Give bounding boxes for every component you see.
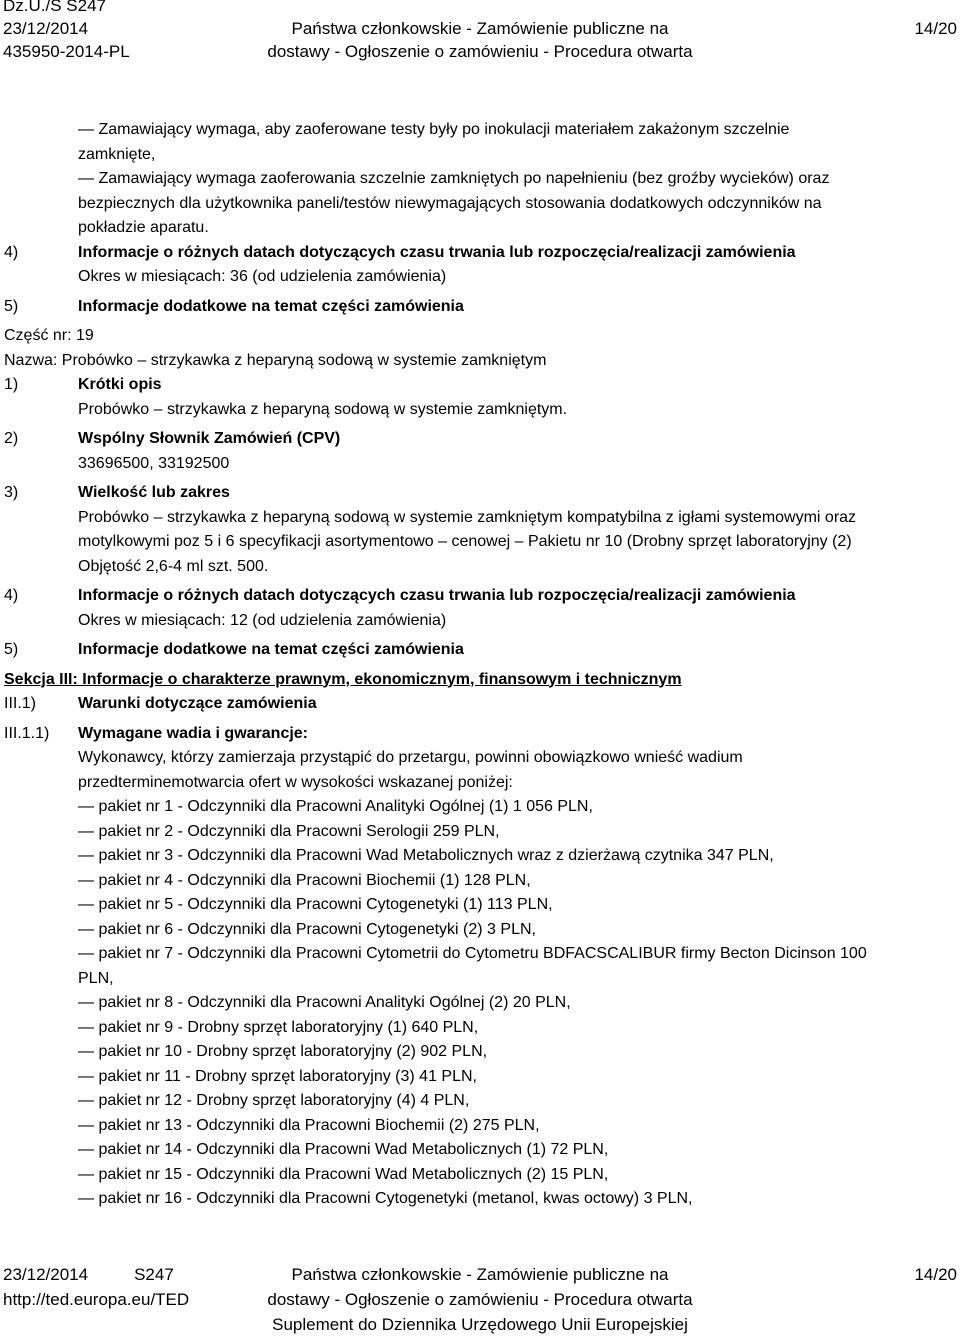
footer-center <box>0 1262 960 1337</box>
section-number: III.1.1) <box>4 724 50 742</box>
part-number: Część nr: 19 <box>4 327 94 344</box>
footer-title-line3: Suplement do Dziennika Urzędowego Unii Europejskiej <box>272 1315 688 1334</box>
section-number: 5) <box>4 641 19 658</box>
list-item: — pakiet nr 10 - Drobny sprzęt laboratoryjny (2) 902 PLN, <box>78 1043 488 1060</box>
part19-cpv <box>0 427 960 476</box>
list-item: — pakiet nr 9 - Drobny sprzęt laboratoryjny (1) 640 PLN, <box>78 1018 479 1036</box>
part19-scope <box>0 481 960 579</box>
section-number: 5) <box>4 297 19 315</box>
part19-dates-section <box>0 584 960 633</box>
header-date: 23/12/2014 <box>3 19 89 38</box>
section-title: Informacje o różnych datach dotyczących czasu trwania lub rozpoczęcia/realizacji zamówienia <box>78 587 796 604</box>
intro-block <box>0 118 960 241</box>
footer-page-number: 14/20 <box>914 1265 957 1284</box>
section-title: Wielkość lub zakres <box>78 484 230 501</box>
section-number: 2) <box>4 430 19 447</box>
footer-url[interactable]: http://ted.europa.eu/TED <box>3 1290 190 1309</box>
section-number: III.1) <box>4 695 37 712</box>
list-item: — pakiet nr 6 - Odczynniki dla Pracowni Cytogenetyki (2) 3 PLN, <box>78 920 536 938</box>
part-name: Nazwa: Probówko – strzykawka z heparyną sodową w systemie zamkniętym <box>4 351 547 369</box>
list-item: — pakiet nr 8 - Odczynniki dla Pracowni Analityki Ogólnej (2) 20 PLN, <box>78 994 571 1011</box>
section-text: Probówko – strzykawka z heparyną sodową w systemie zamkniętym kompatybilna z igłami systemowymi oraz <box>78 508 857 526</box>
section-number: 3) <box>4 484 19 501</box>
header-right <box>914 0 957 40</box>
list-item: — pakiet nr 14 - Odczynniki dla Pracowni Wad Metabolicznych (1) 72 PLN, <box>78 1141 609 1158</box>
section-title: Warunki dotyczące zamówienia <box>78 695 317 712</box>
list-item: — pakiet nr 1 - Odczynniki dla Pracowni Analityki Ogólnej (1) 1 056 PLN, <box>78 798 593 815</box>
intro-line: — Zamawiający wymaga zaoferowania szczelnie zamkniętych po napełnieniu (bez groźby wycieków) oraz <box>78 170 830 187</box>
section-text: Okres w miesiącach: 12 (od udzielenia zamówienia) <box>78 611 447 629</box>
intro-line: pokładzie aparatu. <box>78 219 209 236</box>
header-center <box>0 0 960 63</box>
list-item: — pakiet nr 12 - Drobny sprzęt laboratoryjny (4) 4 PLN, <box>78 1092 470 1109</box>
journal-ref: Dz.U./S S247 <box>3 0 106 15</box>
list-item: — pakiet nr 2 - Odczynniki dla Pracowni Serologii 259 PLN, <box>78 822 500 840</box>
list-item: — pakiet nr 7 - Odczynniki dla Pracowni Cytometrii do Cytometru BDFACSCALIBUR firmy Becton Dicinson 100 <box>78 945 867 962</box>
header-title-line1: Państwa członkowskie - Zamówienie publiczne na <box>291 19 669 38</box>
section-text: motylkowymi poz 5 i 6 specyfikacji asortymentowo – cenowej – Pakietu nr 10 (Drobny sprzęt laboratoryjny (2) <box>78 533 852 550</box>
list-item: PLN, <box>78 969 114 987</box>
section-iii11 <box>0 722 960 796</box>
page-header <box>0 0 960 72</box>
part18-dates-section <box>0 241 960 290</box>
header-title-line2: dostawy - Ogłoszenie o zamówieniu - Procedura otwarta <box>267 42 693 61</box>
section-iii-heading: Sekcja III: Informacje o charakterze prawnym, ekonomicznym, finansowym i technicznym <box>4 670 682 688</box>
list-item: — pakiet nr 3 - Odczynniki dla Pracowni Wad Metabolicznych wraz z dzierżawą czytnika 347 PLN, <box>78 847 774 864</box>
list-item: — pakiet nr 4 - Odczynniki dla Pracowni Biochemii (1) 128 PLN, <box>78 871 531 889</box>
section-number: 4) <box>4 243 19 261</box>
wadium-list <box>0 795 960 1212</box>
section-title: Krótki opis <box>78 376 162 393</box>
intro-line: — Zamawiający wymaga, aby zaoferowane testy były po inokulacji materiałem zakażonym szczelnie <box>78 121 790 138</box>
section-text: Wykonawcy, którzy zamierzaja przystąpić do przetargu, powinni obowiązkowo wnieść wadium <box>78 749 743 766</box>
intro-line: bezpiecznych dla użytkownika paneli/testów niewymagających stosowania dodatkowych odczynników na <box>78 194 822 212</box>
section-text: Objętość 2,6-4 ml szt. 500. <box>78 557 269 575</box>
section-text: przedterminemotwarcia ofert w wysokości wskazanej poniżej: <box>78 773 513 791</box>
section-number: 4) <box>4 587 19 604</box>
section-title: Informacje dodatkowe na temat części zamówienia <box>78 297 464 315</box>
section-title: Informacje o różnych datach dotyczących czasu trwania lub rozpoczęcia/realizacji zamówienia <box>78 243 796 261</box>
footer-code: S247 <box>134 1265 174 1284</box>
list-item: — pakiet nr 11 - Drobny sprzęt laboratoryjny (3) 41 PLN, <box>78 1067 477 1085</box>
section-number: 1) <box>4 376 19 393</box>
list-item: — pakiet nr 16 - Odczynniki dla Pracowni Cytogenetyki (metanol, kwas octowy) 3 PLN, <box>78 1190 693 1207</box>
footer-title-line2: dostawy - Ogłoszenie o zamówieniu - Procedura otwarta <box>267 1290 693 1309</box>
part18-additional-section <box>0 295 960 320</box>
section-title: Wspólny Słownik Zamówień (CPV) <box>78 430 341 447</box>
list-item: — pakiet nr 5 - Odczynniki dla Pracowni Cytogenetyki (1) 113 PLN, <box>78 896 553 913</box>
section-title: Informacje dodatkowe na temat części zamówienia <box>78 641 464 658</box>
intro-line: zamknięte, <box>78 145 156 163</box>
section-text: Probówko – strzykawka z heparyną sodową w systemie zamkniętym. <box>78 400 568 418</box>
footer-date: 23/12/2014 <box>3 1265 89 1284</box>
part19-additional-section <box>0 638 960 663</box>
header-page-number: 14/20 <box>914 19 957 38</box>
section-title: Wymagane wadia i gwarancje: <box>78 724 309 742</box>
section-iii1 <box>0 692 960 717</box>
footer-title-line1: Państwa członkowskie - Zamówienie publiczne na <box>291 1265 669 1284</box>
list-item: — pakiet nr 15 - Odczynniki dla Pracowni Wad Metabolicznych (2) 15 PLN, <box>78 1165 609 1183</box>
section-text: Okres w miesiącach: 36 (od udzielenia zamówienia) <box>78 268 447 285</box>
part19-short-description <box>0 373 960 422</box>
list-item: — pakiet nr 13 - Odczynniki dla Pracowni Biochemii (2) 275 PLN, <box>78 1116 540 1134</box>
page-footer <box>0 1262 960 1334</box>
main-content <box>0 118 960 1212</box>
cpv-codes: 33696500, 33192500 <box>78 454 230 472</box>
notice-number: 435950-2014-PL <box>3 42 130 61</box>
